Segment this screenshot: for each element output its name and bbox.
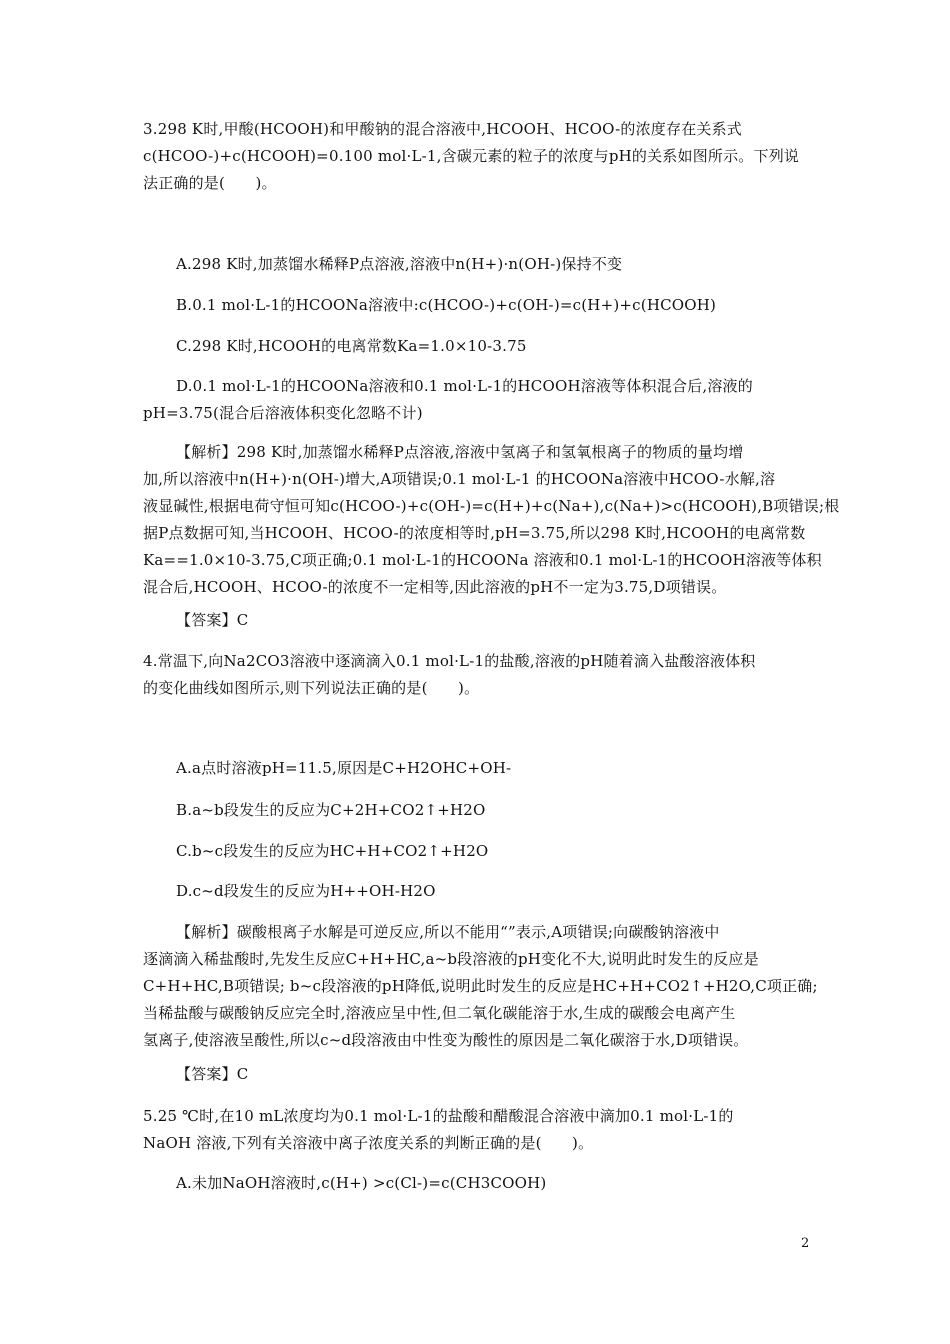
q3-stem-line-3: 法正确的是( )。 xyxy=(143,174,277,192)
q4-analysis-line-4: 当稀盐酸与碳酸钠反应完全时,溶液应呈中性,但二氧化碳能溶于水,生成的碳酸会电离产生 xyxy=(143,1004,736,1022)
q3-analysis-line-3: 液显碱性,根据电荷守恒可知c(HCOO-)+c(OH-)=c(H+)+c(Na+),c(Na+)>c(HCOOH),B项错误;根 xyxy=(143,497,840,515)
q5-option-a: A.未加NaOH溶液时,c(H+) >c(Cl-)=c(CH3COOH) xyxy=(176,1174,547,1192)
q4-stem-line-1: 4.常温下,向Na2CO3溶液中逐滴滴入0.1 mol·L-1的盐酸,溶液的pH随着滴入盐酸溶液体积 xyxy=(143,652,756,670)
q4-option-b: B.a~b段发生的反应为C+2H+CO2↑+H2O xyxy=(176,801,486,819)
q4-answer: 【答案】C xyxy=(176,1065,249,1083)
q5-stem-line-1: 5.25 ℃时,在10 mL浓度均为0.1 mol·L-1的盐酸和醋酸混合溶液中滴加0.1 mol·L-1的 xyxy=(143,1107,734,1125)
q4-option-d: D.c~d段发生的反应为H++OH-H2O xyxy=(176,882,436,900)
q3-stem-line-1: 3.298 K时,甲酸(HCOOH)和甲酸钠的混合溶液中,HCOOH、HCOO-的浓度存在关系式 xyxy=(143,120,742,138)
q3-option-b: B.0.1 mol·L-1的HCOONa溶液中:c(HCOO-)+c(OH-)=c(H+)+c(HCOOH) xyxy=(176,296,717,314)
q3-option-c: C.298 K时,HCOOH的电离常数Ka=1.0×10-3.75 xyxy=(176,337,527,355)
q4-analysis-line-3: C+H+HC,B项错误; b~c段溶液的pH降低,说明此时发生的反应是HC+H+CO2↑+H2O,C项正确; xyxy=(143,977,818,995)
q3-analysis-line-6: 混合后,HCOOH、HCOO-的浓度不一定相等,因此溶液的pH不一定为3.75,D项错误。 xyxy=(143,578,727,596)
q3-analysis-line-4: 据P点数据可知,当HCOOH、HCOO-的浓度相等时,pH=3.75,所以298 K时,HCOOH的电离常数 xyxy=(143,524,806,542)
page-number: 2 xyxy=(801,1236,810,1251)
q5-stem-line-2: NaOH 溶液,下列有关溶液中离子浓度关系的判断正确的是( )。 xyxy=(143,1134,594,1152)
q4-analysis-line-2: 逐滴滴入稀盐酸时,先发生反应C+H+HC,a~b段溶液的pH变化不大,说明此时发生的反应是 xyxy=(143,950,759,968)
q3-analysis-line-1: 【解析】298 K时,加蒸馏水稀释P点溶液,溶液中氢离子和氢氧根离子的物质的量均增 xyxy=(176,443,744,461)
q4-option-c: C.b~c段发生的反应为HC+H+CO2↑+H2O xyxy=(176,842,489,860)
q3-analysis-line-2: 加,所以溶液中n(H+)·n(OH-)增大,A项错误;0.1 mol·L-1 的HCOONa溶液中HCOO-水解,溶 xyxy=(143,470,776,488)
q3-answer: 【答案】C xyxy=(176,611,249,629)
q4-analysis-line-1: 【解析】碳酸根离子水解是可逆反应,所以不能用“”表示,A项错误;向碳酸钠溶液中 xyxy=(176,923,720,941)
q3-analysis-line-5: Ka==1.0×10-3.75,C项正确;0.1 mol·L-1的HCOONa 溶液和0.1 mol·L-1的HCOOH溶液等体积 xyxy=(143,551,822,569)
q4-stem-line-2: 的变化曲线如图所示,则下列说法正确的是( )。 xyxy=(143,679,480,697)
q4-analysis-line-5: 氢离子,使溶液呈酸性,所以c~d段溶液由中性变为酸性的原因是二氧化碳溶于水,D项错误。 xyxy=(143,1031,749,1049)
q3-stem-line-2: c(HCOO-)+c(HCOOH)=0.100 mol·L-1,含碳元素的粒子的浓度与pH的关系如图所示。下列说 xyxy=(143,147,800,165)
q3-option-d-line-2: pH=3.75(混合后溶液体积变化忽略不计) xyxy=(143,404,423,422)
q3-option-d-line-1: D.0.1 mol·L-1的HCOONa溶液和0.1 mol·L-1的HCOOH溶液等体积混合后,溶液的 xyxy=(176,377,753,395)
q4-option-a: A.a点时溶液pH=11.5,原因是C+H2OHC+OH- xyxy=(176,759,512,777)
q3-option-a: A.298 K时,加蒸馏水稀释P点溶液,溶液中n(H+)·n(OH-)保持不变 xyxy=(176,255,623,273)
